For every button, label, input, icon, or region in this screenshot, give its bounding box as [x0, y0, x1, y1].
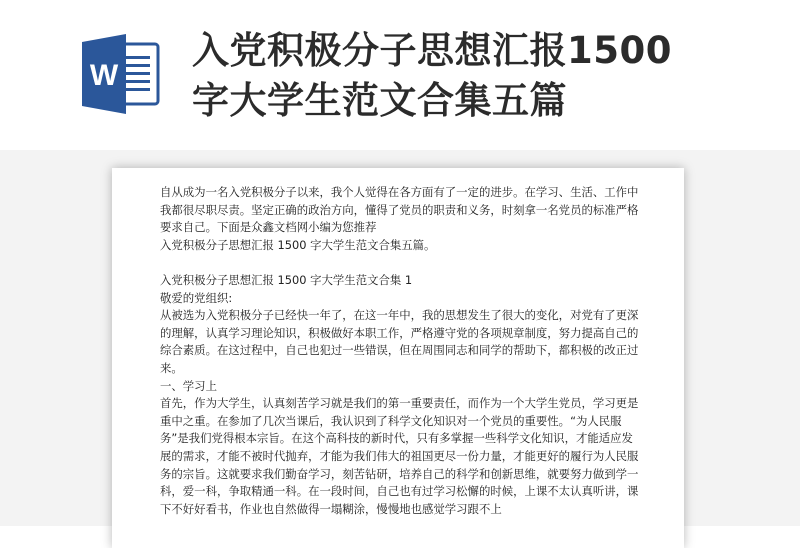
subheading: 一、学习上	[160, 378, 217, 393]
paragraph: 入党积极分子思想汇报 1500 字大学生范文合集五篇。	[160, 237, 436, 252]
word-icon-letter: W	[89, 59, 119, 92]
paragraph: 自从成为一名入党积极分子以来，我个人觉得在各方面有了一定的进步。在学习、生活、工作中我都很尽职尽责。坚定正确的政治方向，懂得了党员的职责和义务，时刻拿一名党员的标准严格要求自己。下面是众鑫文档网小编为您推荐	[160, 185, 639, 235]
page-title	[192, 26, 782, 126]
salutation: 敬爱的党组织:	[160, 290, 233, 305]
title-line-1: 入党积极分子思想汇报1500	[192, 29, 672, 72]
section-heading: 入党积极分子思想汇报 1500 字大学生范文合集 1	[160, 272, 413, 287]
header	[0, 0, 800, 150]
word-document-icon	[80, 32, 164, 116]
document-body	[160, 184, 644, 518]
title-line-2: 字大学生范文合集五篇	[192, 79, 567, 122]
paragraph: 从被选为入党积极分子已经快一年了，在这一年中，我的思想发生了很大的变化，对党有了更深的理解，认真学习理论知识，积极做好本职工作，严格遵守党的各项规章制度，努力提高自己的综合素质。在这过程中，自己也犯过一些错误，但在周围同志和同学的帮助下，都积极的改正过来。	[160, 308, 639, 375]
paragraph: 首先，作为大学生，认真刻苦学习就是我们的第一重要责任，而作为一个大学生党员，学习更是重中之重。在参加了几次当课后，我认识到了科学文化知识对一个党员的重要性。“为人民服务”是我们党得根本宗旨。在这个高科技的新时代，只有多掌握一些科学文化知识，才能适应发展的需求，才能不被时代抛弃，才能为我们伟大的祖国更尽一份力量，才能更好的履行为人民服务的宗旨。这就要求我们勤奋学习，刻苦钻研，培养自己的科学和创新思维，就要努力做到学一科，爱一科，争取精通一科。在一段时间，自己也有过学习松懈的时候，上课不太认真听讲，课下不好好看书，作业也自然做得一塌糊涂，慢慢地也感觉学习跟不上	[160, 396, 639, 516]
blank-line	[160, 254, 644, 272]
document-page	[112, 168, 684, 548]
